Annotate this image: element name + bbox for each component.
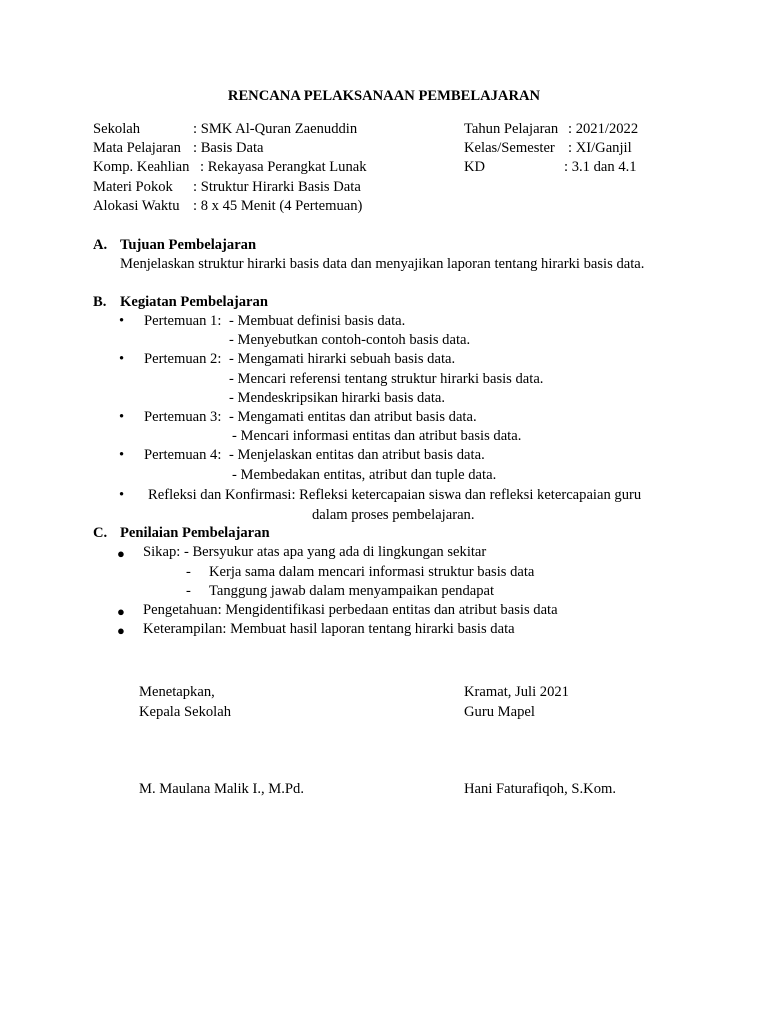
document-title: RENCANA PELAKSANAAN PEMBELAJARAN	[227, 88, 541, 104]
sikap-dash: -	[186, 583, 191, 599]
signature-right-name: Hani Faturafiqoh, S.Kom.	[464, 781, 617, 797]
section-c-heading: Penilaian Pembelajaran	[120, 525, 270, 541]
bullet-icon: ●	[117, 604, 125, 619]
info-value: : SMK Al-Quran Zaenuddin	[193, 121, 358, 137]
info-label: Sekolah	[93, 121, 141, 137]
bullet-icon: •	[119, 487, 125, 503]
pengetahuan: Pengetahuan: Mengidentifikasi perbedaan entitas dan atribut basis data	[143, 602, 558, 618]
meeting-item: - Mendeskripsikan hirarki basis data.	[229, 390, 446, 406]
meeting-label: Pertemuan 3:	[144, 409, 222, 425]
info-value: : Rekayasa Perangkat Lunak	[200, 159, 367, 175]
bullet-icon: •	[119, 447, 125, 463]
info-value: : 8 x 45 Menit (4 Pertemuan)	[193, 198, 363, 214]
section-c-letter: C.	[93, 525, 108, 541]
sikap-item: Kerja sama dalam mencari informasi struktur basis data	[209, 564, 535, 580]
bullet-icon: •	[119, 409, 125, 425]
info-label: KD	[464, 159, 486, 175]
meeting-item: - Membedakan entitas, atribut dan tuple data.	[232, 467, 497, 483]
meeting-item: - Membuat definisi basis data.	[229, 313, 406, 329]
bullet-icon: •	[119, 313, 125, 329]
meeting-item: - Mencari referensi tentang struktur hirarki basis data.	[229, 371, 544, 387]
info-label: Materi Pokok	[93, 179, 173, 195]
info-label: Tahun Pelajaran	[464, 121, 559, 137]
meeting-label: Pertemuan 1:	[144, 313, 222, 329]
bullet-icon: ●	[117, 623, 125, 638]
signature-left-name: M. Maulana Malik I., M.Pd.	[139, 781, 304, 797]
sikap-item: Tanggung jawab dalam menyampaikan pendapat	[209, 583, 495, 599]
info-label: Kelas/Semester	[464, 140, 555, 156]
refleksi-line-1: Refleksi dan Konfirmasi: Refleksi ketercapaian siswa dan refleksi ketercapaian guru	[148, 487, 642, 503]
bullet-icon: •	[119, 351, 125, 367]
meeting-item: - Mencari informasi entitas dan atribut basis data.	[232, 428, 522, 444]
section-a-heading: Tujuan Pembelajaran	[120, 237, 257, 253]
signature-right-line-2: Guru Mapel	[464, 704, 535, 720]
signature-right-line-1: Kramat, Juli 2021	[464, 684, 569, 700]
keterampilan: Keterampilan: Membuat hasil laporan tentang hirarki basis data	[143, 621, 515, 637]
bullet-icon: ●	[117, 546, 125, 561]
info-value: : Basis Data	[193, 140, 264, 156]
signature-left-line-2: Kepala Sekolah	[139, 704, 231, 720]
meeting-item: - Menyebutkan contoh-contoh basis data.	[229, 332, 471, 348]
signature-left-line-1: Menetapkan,	[139, 684, 215, 700]
meeting-label: Pertemuan 4:	[144, 447, 222, 463]
info-value: : Struktur Hirarki Basis Data	[193, 179, 361, 195]
meeting-item: - Mengamati hirarki sebuah basis data.	[229, 351, 456, 367]
info-value: : 2021/2022	[568, 121, 639, 137]
section-a-letter: A.	[93, 237, 108, 253]
meeting-label: Pertemuan 2:	[144, 351, 222, 367]
refleksi-line-2: dalam proses pembelajaran.	[312, 507, 475, 523]
info-label: Komp. Keahlian	[93, 159, 190, 175]
info-label: Alokasi Waktu	[93, 198, 180, 214]
info-value: : XI/Ganjil	[568, 140, 632, 156]
section-b-heading: Kegiatan Pembelajaran	[120, 294, 268, 310]
section-a-text: Menjelaskan struktur hirarki basis data dan menyajikan laporan tentang hirarki basis data.	[120, 256, 645, 272]
sikap-first: Sikap: - Bersyukur atas apa yang ada di lingkungan sekitar	[143, 544, 487, 560]
meeting-item: - Mengamati entitas dan atribut basis data.	[229, 409, 477, 425]
section-b-letter: B.	[93, 294, 107, 310]
info-label: Mata Pelajaran	[93, 140, 181, 156]
sikap-dash: -	[186, 564, 191, 580]
meeting-item: - Menjelaskan entitas dan atribut basis data.	[229, 447, 485, 463]
info-value: : 3.1 dan 4.1	[564, 159, 637, 175]
